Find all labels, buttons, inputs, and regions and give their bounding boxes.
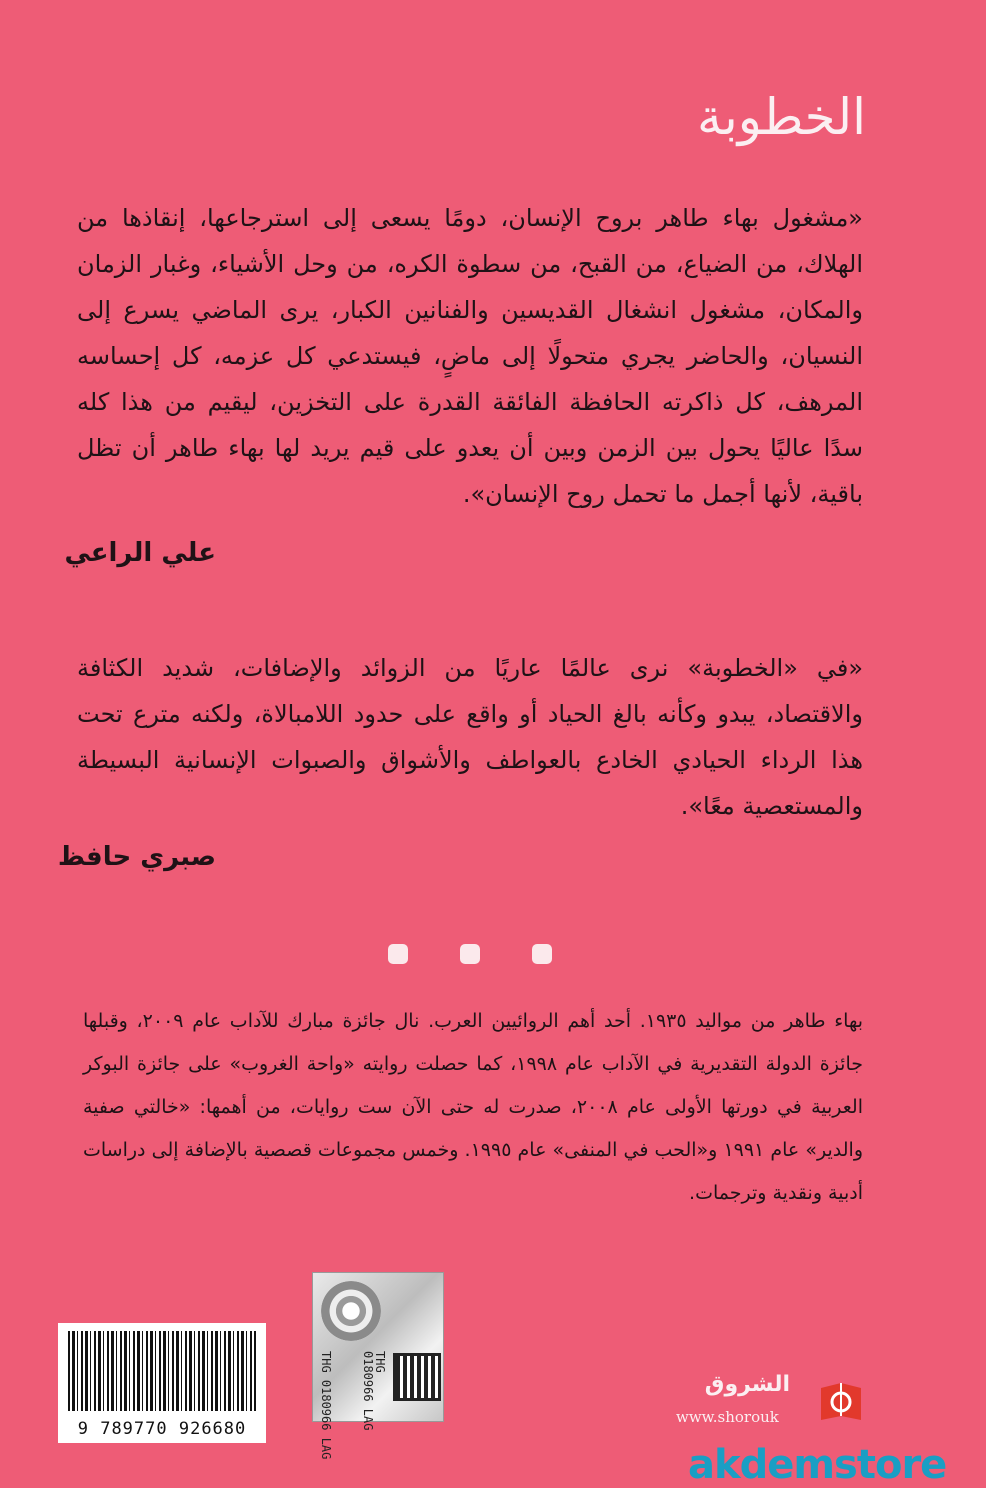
sticker-code-1: THG (373, 1351, 387, 1373)
blurb-author-2: صبري حافظ (57, 842, 216, 872)
divider-dot (532, 944, 552, 964)
barcode-bars-icon (68, 1331, 256, 1411)
isbn-number: 9 789770 926680 (77, 1419, 247, 1439)
book-title: الخطوبة (697, 88, 866, 146)
security-sticker (312, 1272, 444, 1460)
publisher-name: الشروق (704, 1372, 790, 1397)
isbn-barcode (58, 1323, 266, 1443)
qr-code-icon (393, 1353, 441, 1401)
blurb-author-1: علي الراعي (64, 538, 216, 568)
sticker-code-3: THG 0180966 LAG (319, 1351, 333, 1460)
author-bio: بهاء طاهر من مواليد ١٩٣٥. أحد أهم الروائيين العرب. نال جائزة مبارك للآداب عام ٢٠٠٩، وقبلها جائزة الدولة التقديرية في الآداب عام ١٩٩٨، كما حصلت روايته «واحة الغروب» على جائزة البوكر العربية في دورتها الأولى عام ٢٠٠٨، صدرت له حتى الآن ست روايات، من أهمها: «خالتي صفية والدير» عام ١٩٩١ و«الحب في المنفى» عام ١٩٩٥. وخمس مجموعات قصصية بالإضافة إلى دراسات أدبية ونقدية وترجمات. (83, 1010, 864, 1204)
hologram-icon (321, 1281, 381, 1341)
divider-dot (388, 944, 408, 964)
section-divider-dots (388, 940, 553, 968)
store-watermark: akdemstore (688, 1442, 947, 1488)
blurb-quote-2: «في «الخطوبة» نرى عالمًا عاريًا من الزوائد والإضافات، شديد الكثافة والاقتصاد، يبدو وكأنه بالغ الحياد أو واقع على حدود اللامبالاة، ولكنه مترع تحت هذا الرداء الحيادي الخادع بالعواطف والأشواق والصبوات الإنسانية البسيطة والمستعصية معًا». (77, 654, 863, 820)
sticker-code-2: 0180966 LAG (361, 1351, 375, 1431)
store-logo-icon (818, 1378, 864, 1424)
publisher-url: www.shorouk (676, 1408, 779, 1426)
divider-dot (460, 944, 480, 964)
blurb-quote-1: «مشغول بهاء طاهر بروح الإنسان، دومًا يسعى إلى استرجاعها، إنقاذها من الهلاك، من الضياع، من القبح، من سطوة الكره، من وحل الأشياء، وغبار الزمان والمكان، مشغول انشغال القديسين والفنانين الكبار، يرى الماضي يسرع إلى النسيان، والحاضر يجري متحولًا إلى ماضٍ، فيستدعي كل عزمه، كل إحساسه المرهف، كل ذاكرته الحافظة الفائقة القدرة على التخزين، ليقيم من هذا كله سدًا عاليًا يحول بين الزمن وبين أن يعدو على قيم يريد لها بهاء طاهر أن تظل باقية، لأنها أجمل ما تحمل روح الإنسان». (77, 204, 863, 508)
